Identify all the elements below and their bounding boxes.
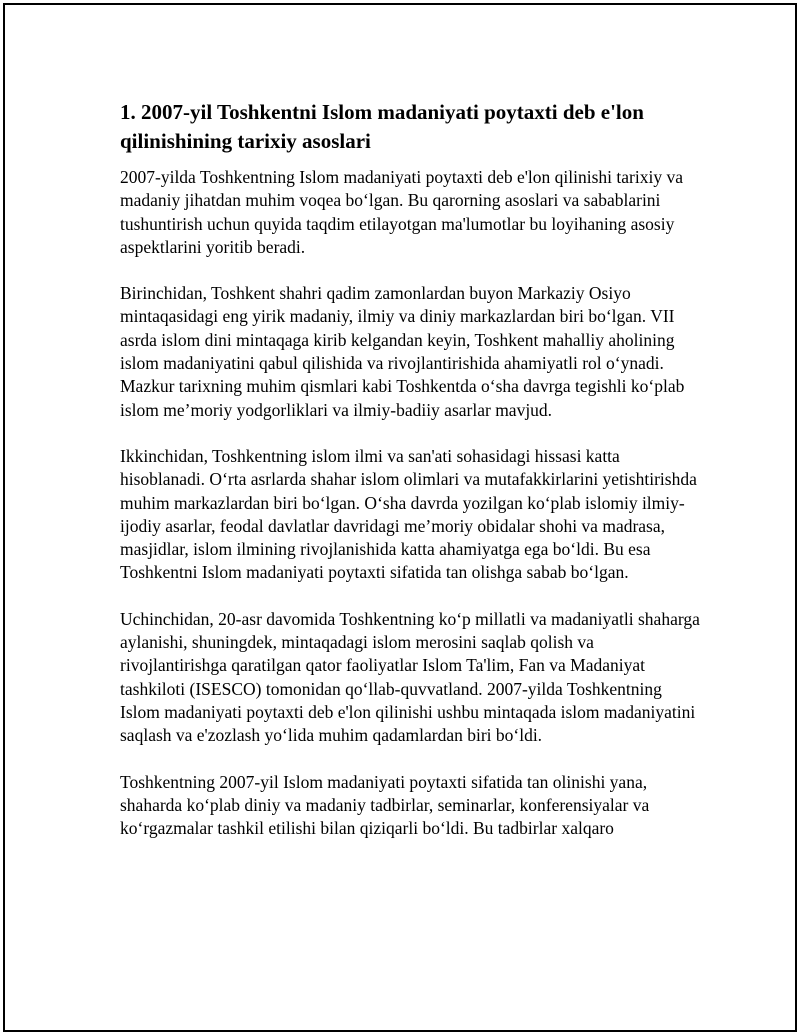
paragraph-third-reason: Uchinchidan, 20-asr davomida Toshkentning ko‘p millatli va madaniyatli shaharga aylanishi, shuningdek, mintaqadagi islom merosini saqlab qolish va rivojlantirishga qaratilgan qator faoliyatlar Islom Ta'lim, Fan va Madaniyat tashkiloti (ISESCO) tomonidan qo‘llab-quvvatland. 2007-yilda Toshkentning Islom madaniyati poytaxti deb e'lon qilinishi ushbu mintaqada islom madaniyatini saqlash va e'zozlash yo‘lida muhim qadamlardan biri bo‘ldi. [120,608,700,746]
paragraph-second-reason: Ikkinchidan, Toshkentning islom ilmi va san'ati sohasidagi hissasi katta hisoblanadi. O‘rta asrlarda shahar islom olimlari va mutafakkirlarini yetishtirishda muhim markazlardan biri bo‘lgan. O‘sha davrda yozilgan ko‘plab islomiy ilmiy-ijodiy asarlar, feodal davlatlar davridagi me’moriy obidalar shohi va madrasa, masjidlar, islom ilmining rivojlanishida katta ahamiyatga ega bo‘ldi. Bu esa Toshkentni Islom madaniyati poytaxti sifatida tan olishga sabab bo‘lgan. [120,445,697,583]
paragraph-first-reason: Birinchidan, Toshkent shahri qadim zamonlardan buyon Markaziy Osiyo mintaqasidagi eng yirik madaniy, ilmiy va diniy markazlardan biri bo‘lgan. VII asrda islom dini mintaqaga kirib kelgandan keyin, Toshkent mahalliy aholining islom madaniyatini qabul qilishida va rivojlantirishida ahamiyatli rol o‘ynadi. Mazkur tarixning muhim qismlari kabi Toshkentda o‘sha davrga tegishli ko‘plab islom me’moriy yodgorliklari va ilmiy-badiiy asarlar mavjud. [120,283,685,420]
section-heading: 1. 2007-yil Toshkentni Islom madaniyati poytaxti deb e'lon qilinishining tarixiy asoslari [120,100,644,153]
paragraph-events: Toshkentning 2007-yil Islom madaniyati poytaxti sifatida tan olinishi yana, shaharda ko‘plab diniy va madaniy tadbirlar, seminarlar, konferensiyalar va ko‘rgazmalar tashkil etilishi bilan qiziqarli bo‘ldi. Bu tadbirlar xalqaro [120,771,650,839]
document-body [120,98,700,863]
page-frame [3,3,797,1032]
paragraph-intro: 2007-yilda Toshkentning Islom madaniyati poytaxti deb e'lon qilinishi tarixiy va madaniy jihatdan muhim voqea bo‘lgan. Bu qarorning asoslari va sabablarini tushuntirish uchun quyida taqdim etilayotgan ma'lumotlar bu loyihaning asosiy aspektlarini yoritib beradi. [120,167,683,257]
